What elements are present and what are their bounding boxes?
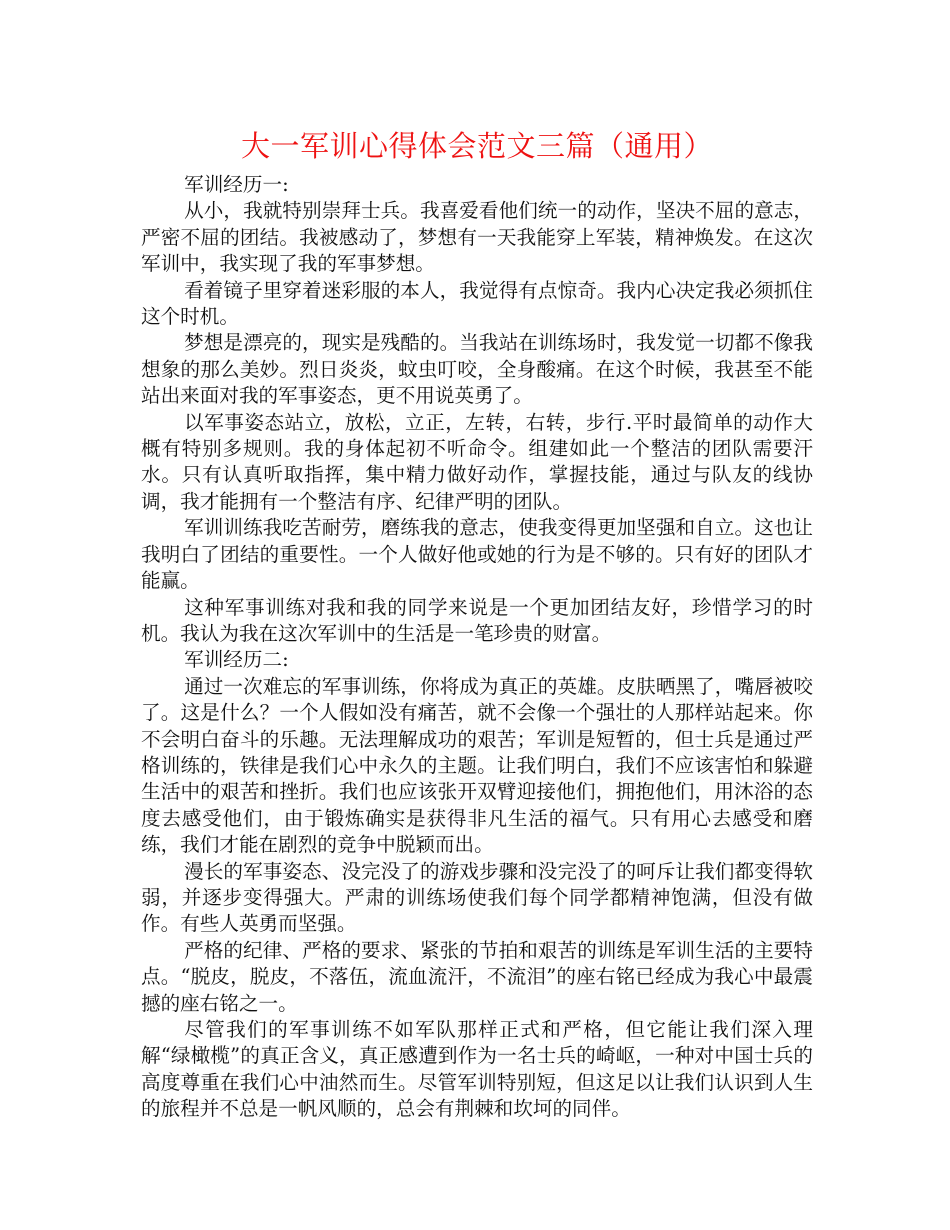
paragraph: 以军事姿态站立，放松，立正，左转，右转，步行.平时最简单的动作大概有特别多规则。我的身体起初不听命令。组建如此一个整洁的团队需要汗水。只有认真听取指挥，集中精力做好动作，掌握技能，通过与队友的线协调，我才能拥有一个整洁有序、纪律严明的团队。 bbox=[141, 410, 813, 513]
paragraph: 漫长的军事姿态、没完没了的游戏步骤和没完没了的呵斥让我们都变得软弱，并逐步变得强大。严肃的训练场使我们每个同学都精神饱满，但没有做作。有些人英勇而坚强。 bbox=[141, 859, 813, 936]
paragraph: 看着镜子里穿着迷彩服的本人，我觉得有点惊奇。我内心决定我必须抓住这个时机。 bbox=[141, 278, 813, 329]
paragraph: 严格的纪律、严格的要求、紧张的节拍和艰苦的训练是军训生活的主要特点。“脱皮，脱皮，不落伍，流血流汗，不流泪”的座右铭已经成为我心中最震撼的座右铭之一。 bbox=[141, 938, 813, 1015]
section-heading-1: 军训经历一: bbox=[184, 173, 289, 196]
paragraph: 尽管我们的军事训练不如军队那样正式和严格，但它能让我们深入理解“绿橄榄”的真正含义，真正感遭到作为一名士兵的崎岖，一种对中国士兵的高度尊重在我们心中油然而生。尽管军训特别短，但这足以让我们认识到人生的旅程并不总是一帆风顺的，总会有荆棘和坎坷的同伴。 bbox=[141, 1018, 813, 1121]
document-page bbox=[141, 120, 813, 1123]
document-title: 大一军训心得体会范文三篇（通用） bbox=[240, 129, 713, 163]
paragraph: 通过一次难忘的军事训练，你将成为真正的英雄。皮肤晒黑了，嘴唇被咬了。这是什么？一个人假如没有痛苦，就不会像一个强壮的人那样站起来。你不会明白奋斗的乐趣。无法理解成功的艰苦；军训是短暂的，但士兵是通过严格训练的，铁律是我们心中永久的主题。让我们明白，我们不应该害怕和躲避生活中的艰苦和挫折。我们也应该张开双臂迎接他们，拥抱他们，用沐浴的态度去感受他们，由于锻炼确实是获得非凡生活的福气。只有用心去感受和磨练，我们才能在剧烈的竞争中脱颖而出。 bbox=[141, 674, 813, 857]
paragraph: 这种军事训练对我和我的同学来说是一个更加团结友好，珍惜学习的时机。我认为我在这次军训中的生活是一笔珍贵的财富。 bbox=[141, 595, 813, 645]
section-heading-2: 军训经历二: bbox=[184, 648, 289, 672]
paragraph: 梦想是漂亮的，现实是残酷的。当我站在训练场时，我发觉一切都不像我想象的那么美妙。烈日炎炎，蚊虫叮咬，全身酸痛。在这个时候，我甚至不能站出来面对我的军事姿态，更不用说英勇了。 bbox=[141, 331, 813, 408]
paragraph: 军训训练我吃苦耐劳，磨练我的意志，使我变得更加坚强和自立。这也让我明白了团结的重要性。一个人做好他或她的行为是不够的。只有好的团队才能赢。 bbox=[141, 516, 813, 593]
paragraph: 从小，我就特别崇拜士兵。我喜爱看他们统一的动作，坚决不屈的意志，严密不屈的团结。我被感动了，梦想有一天我能穿上军装，精神焕发。在这次军训中，我实现了我的军事梦想。 bbox=[141, 199, 813, 276]
